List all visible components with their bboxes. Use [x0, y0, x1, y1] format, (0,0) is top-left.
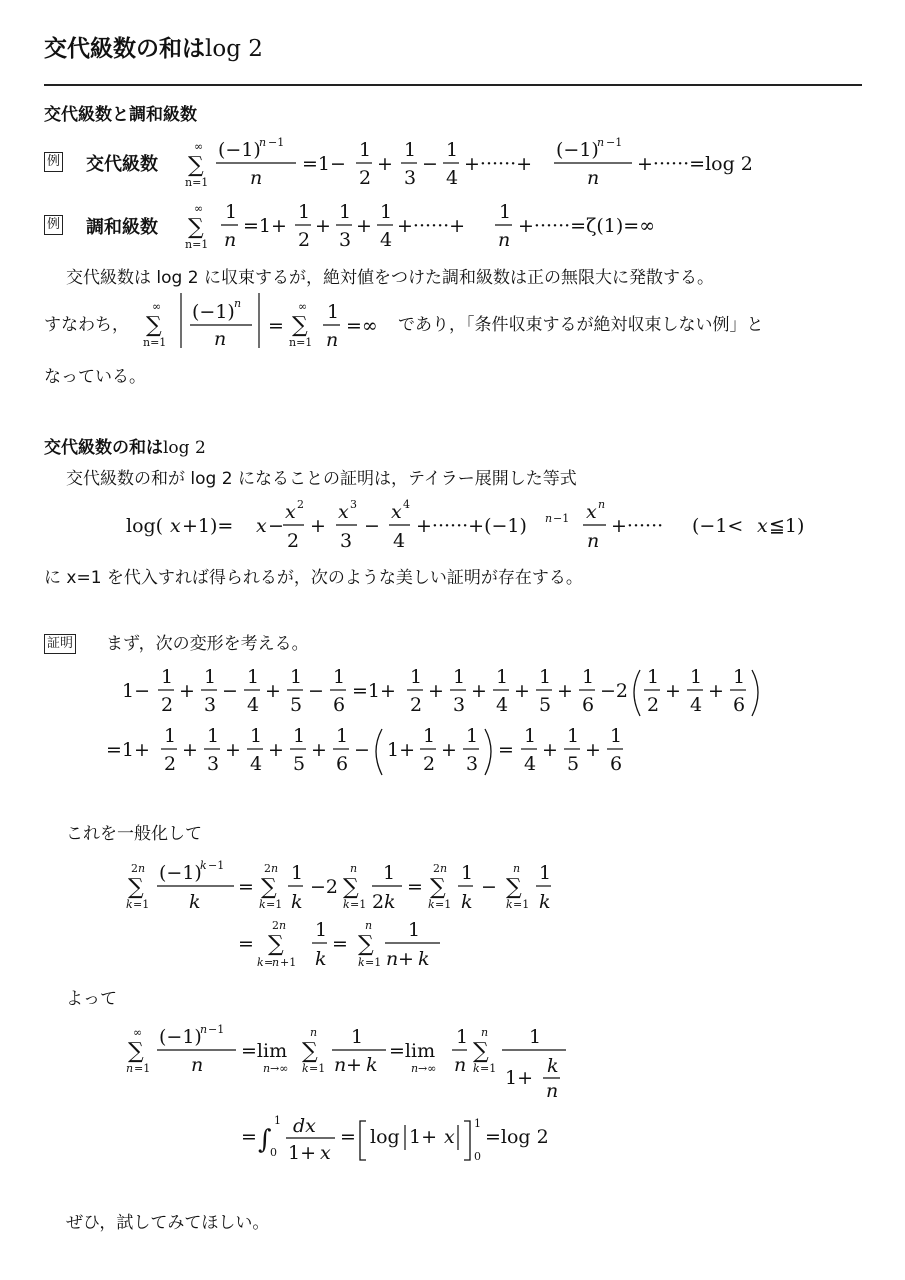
svg-text:1: 1: [298, 201, 311, 223]
absolute-sum-formula: [143, 293, 378, 351]
svg-text:∑: ∑: [358, 932, 374, 957]
svg-text:∑: ∑: [188, 215, 204, 240]
svg-text:(−1<: (−1<: [692, 515, 744, 537]
svg-text:k: k: [291, 891, 303, 913]
svg-text:+: +: [514, 680, 530, 702]
svg-text:4: 4: [496, 694, 509, 716]
svg-text:−1: −1: [208, 1023, 225, 1036]
svg-text:k: k: [366, 1054, 378, 1076]
svg-text:x: x: [256, 515, 267, 537]
svg-text:−1: −1: [606, 136, 623, 149]
svg-text:1: 1: [351, 1026, 364, 1048]
svg-text:+: +: [265, 680, 281, 702]
svg-text:k: k: [461, 891, 473, 913]
svg-text:∑: ∑: [128, 1039, 144, 1064]
svg-text:3: 3: [207, 753, 220, 775]
svg-text:1: 1: [474, 1117, 481, 1130]
svg-text:−: −: [222, 680, 238, 702]
svg-text:k: k: [126, 898, 133, 911]
svg-text:+: +: [428, 680, 444, 702]
svg-text:1: 1: [327, 301, 340, 323]
harmonic-series-label: 調和級数: [86, 217, 158, 238]
svg-text:∑: ∑: [268, 932, 284, 957]
paragraph-namely: すなわち，: [44, 315, 129, 335]
svg-text:+: +: [315, 215, 331, 237]
svg-text:−: −: [422, 153, 438, 175]
svg-text:=1: =1: [480, 1062, 497, 1075]
svg-text:n: n: [440, 862, 448, 875]
svg-text:1: 1: [539, 862, 552, 884]
svg-text:k: k: [506, 898, 513, 911]
section-heading-1: 交代級数と調和級数: [44, 105, 197, 125]
svg-text:n: n: [259, 136, 267, 149]
svg-text:n: n: [454, 1054, 467, 1076]
svg-text:=1+: =1+: [352, 680, 396, 702]
svg-text:+: +: [179, 680, 195, 702]
svg-text:−1: −1: [553, 512, 570, 525]
svg-text:=: =: [241, 1126, 257, 1148]
svg-text:+······+: +······+: [464, 153, 533, 175]
svg-text:1: 1: [610, 725, 623, 747]
svg-text:n: n: [191, 1054, 204, 1076]
svg-text:n: n: [498, 229, 511, 251]
svg-text:1+: 1+: [387, 739, 416, 761]
svg-text:+: +: [310, 515, 326, 537]
svg-text:2: 2: [164, 753, 177, 775]
svg-text:1: 1: [499, 201, 512, 223]
svg-text:1: 1: [291, 862, 304, 884]
alternating-series-label: 交代級数: [86, 154, 158, 175]
svg-text:1: 1: [461, 862, 474, 884]
svg-text:1: 1: [164, 725, 177, 747]
svg-text:=lim: =lim: [241, 1040, 288, 1062]
svg-text:=lim: =lim: [389, 1040, 436, 1062]
svg-text:1: 1: [539, 666, 552, 688]
svg-text:n: n: [386, 948, 399, 970]
svg-text:1+: 1+: [505, 1067, 534, 1089]
svg-text:3: 3: [404, 167, 417, 189]
svg-text:n: n: [513, 862, 521, 875]
svg-text:1: 1: [408, 919, 421, 941]
svg-text:2: 2: [297, 498, 304, 511]
svg-text:→∞: →∞: [270, 1062, 289, 1075]
svg-text:k: k: [358, 956, 365, 969]
svg-text:(−1): (−1): [159, 1026, 202, 1048]
svg-text:1: 1: [290, 666, 303, 688]
svg-text:−: −: [364, 515, 380, 537]
svg-text:4: 4: [247, 694, 260, 716]
svg-text:n: n: [126, 1062, 134, 1075]
svg-text:n: n: [334, 1054, 347, 1076]
svg-text:2: 2: [433, 862, 440, 875]
svg-text:+: +: [398, 948, 414, 970]
svg-text:∑: ∑: [146, 313, 162, 338]
svg-text:∑: ∑: [473, 1039, 489, 1064]
svg-text:0: 0: [474, 1150, 481, 1163]
svg-text:=1: =1: [266, 898, 283, 911]
svg-text:n=1: n=1: [143, 336, 167, 349]
svg-text:+: +: [471, 680, 487, 702]
svg-text:5: 5: [567, 753, 580, 775]
svg-text:n: n: [272, 956, 280, 969]
svg-text:n: n: [200, 1023, 208, 1036]
svg-text:0: 0: [270, 1146, 277, 1159]
svg-text:1: 1: [529, 1026, 542, 1048]
svg-text:∞: ∞: [152, 300, 162, 313]
svg-text:1: 1: [274, 1114, 281, 1127]
svg-text:1: 1: [250, 725, 263, 747]
harmonic-series-formula: [185, 201, 655, 251]
svg-text:∑: ∑: [430, 875, 446, 900]
svg-text:k: k: [257, 956, 264, 969]
svg-text:=: =: [268, 315, 284, 337]
svg-text:4: 4: [524, 753, 537, 775]
svg-text:1: 1: [446, 139, 459, 161]
svg-text:n: n: [271, 862, 279, 875]
paragraph-substitution: に x=1 を代入すれば得られるが，次のような美しい証明が存在する。: [44, 568, 583, 588]
svg-text:n: n: [597, 136, 605, 149]
svg-text:−2: −2: [600, 680, 629, 702]
svg-text:(−1): (−1): [159, 862, 202, 884]
svg-text:=1: =1: [134, 1062, 151, 1075]
svg-text:∑: ∑: [188, 153, 204, 178]
svg-text:2: 2: [161, 694, 174, 716]
svg-text:x: x: [757, 515, 768, 537]
svg-text:k: k: [384, 891, 396, 913]
svg-text:1: 1: [336, 725, 349, 747]
alternating-series-formula: [185, 136, 753, 189]
svg-text:∞: ∞: [133, 1026, 143, 1039]
svg-text:n: n: [587, 530, 600, 552]
svg-text:1: 1: [247, 666, 260, 688]
svg-text:x: x: [170, 515, 181, 537]
svg-text:2: 2: [359, 167, 372, 189]
svg-text:k: k: [189, 891, 201, 913]
svg-text:n: n: [587, 167, 600, 189]
svg-text:=∞: =∞: [346, 315, 378, 337]
svg-text:=1: =1: [133, 898, 150, 911]
svg-text:x: x: [391, 501, 402, 523]
svg-text:log: log: [370, 1126, 400, 1148]
svg-text:=: =: [340, 1126, 356, 1148]
svg-text:2: 2: [298, 229, 311, 251]
svg-text:1: 1: [315, 919, 328, 941]
svg-text:1: 1: [456, 1026, 469, 1048]
svg-text:x: x: [444, 1126, 455, 1148]
taylor-formula: [126, 498, 804, 552]
svg-text:2: 2: [410, 694, 423, 716]
svg-text:+: +: [182, 739, 198, 761]
svg-text:−: −: [354, 739, 370, 761]
svg-text:4: 4: [446, 167, 459, 189]
svg-text:n=1: n=1: [185, 176, 209, 189]
svg-text:∫: ∫: [258, 1125, 272, 1155]
svg-text:n: n: [214, 328, 227, 350]
svg-text:1: 1: [333, 666, 346, 688]
svg-text:k: k: [200, 859, 207, 872]
svg-text:n: n: [481, 1026, 489, 1039]
svg-text:3: 3: [204, 694, 217, 716]
svg-text:+······+(−1): +······+(−1): [416, 515, 527, 537]
svg-text:+······+: +······+: [397, 215, 466, 237]
svg-text:3: 3: [340, 530, 353, 552]
svg-text:=1: =1: [350, 898, 367, 911]
svg-text:+: +: [311, 739, 327, 761]
svg-text:6: 6: [582, 694, 595, 716]
svg-text:∑: ∑: [302, 1039, 318, 1064]
svg-text:→∞: →∞: [418, 1062, 437, 1075]
svg-text:2: 2: [272, 919, 279, 932]
svg-text:1: 1: [582, 666, 595, 688]
svg-text:2: 2: [423, 753, 436, 775]
paragraph-generalize: これを一般化して: [66, 824, 202, 844]
svg-text:=1: =1: [513, 898, 530, 911]
svg-text:n: n: [411, 1062, 419, 1075]
svg-text:+······=log 2: +······=log 2: [637, 153, 753, 175]
svg-text:1: 1: [647, 666, 660, 688]
svg-text:2: 2: [287, 530, 300, 552]
svg-text:x: x: [586, 501, 597, 523]
svg-text:k: k: [473, 1062, 480, 1075]
paragraph-hence: よって: [66, 989, 117, 1009]
svg-text:n: n: [310, 1026, 318, 1039]
svg-text:n: n: [224, 229, 237, 251]
svg-text:=log 2: =log 2: [485, 1126, 549, 1148]
svg-text:n: n: [598, 498, 606, 511]
svg-text:3: 3: [466, 753, 479, 775]
svg-text:4: 4: [250, 753, 263, 775]
svg-text:k: k: [259, 898, 266, 911]
svg-text:=: =: [407, 876, 423, 898]
svg-text:∑: ∑: [506, 875, 522, 900]
svg-text:k: k: [428, 898, 435, 911]
svg-text:=: =: [498, 739, 514, 761]
svg-text:+······=ζ(1)=∞: +······=ζ(1)=∞: [518, 215, 656, 237]
svg-text:2: 2: [264, 862, 271, 875]
svg-text:=1+: =1+: [243, 215, 287, 237]
svg-text:2: 2: [647, 694, 660, 716]
svg-text:n: n: [279, 919, 287, 932]
svg-text:+: +: [346, 1054, 362, 1076]
svg-text:4: 4: [393, 530, 406, 552]
svg-text:5: 5: [539, 694, 552, 716]
svg-text:−: −: [268, 515, 284, 537]
svg-text:4: 4: [690, 694, 703, 716]
svg-text:1: 1: [466, 725, 479, 747]
svg-text:5: 5: [290, 694, 303, 716]
svg-text:+1)=: +1)=: [182, 515, 234, 537]
proof-intro: まず，次の変形を考える。: [106, 634, 309, 654]
svg-text:k: k: [547, 1055, 559, 1077]
svg-text:1: 1: [423, 725, 436, 747]
svg-text:1: 1: [733, 666, 746, 688]
svg-text:+: +: [665, 680, 681, 702]
svg-text:1: 1: [204, 666, 217, 688]
svg-text:+: +: [557, 680, 573, 702]
svg-text:−1: −1: [208, 859, 225, 872]
svg-text:=1: =1: [309, 1062, 326, 1075]
svg-text:1: 1: [359, 139, 372, 161]
svg-text:1: 1: [690, 666, 703, 688]
svg-text:log(: log(: [126, 515, 164, 537]
svg-text:n: n: [545, 512, 553, 525]
svg-text:−: −: [308, 680, 324, 702]
svg-text:1: 1: [339, 201, 352, 223]
svg-text:6: 6: [733, 694, 746, 716]
svg-text:x: x: [320, 1142, 331, 1164]
svg-text:∑: ∑: [343, 875, 359, 900]
svg-text:n: n: [250, 167, 263, 189]
svg-text:k: k: [539, 891, 551, 913]
svg-text:=1−: =1−: [302, 153, 346, 175]
svg-text:−1: −1: [268, 136, 285, 149]
svg-text:x: x: [338, 501, 349, 523]
svg-text:+······: +······: [611, 515, 664, 537]
svg-text:n: n: [350, 862, 358, 875]
svg-text:∞: ∞: [298, 300, 308, 313]
svg-text:k: k: [343, 898, 350, 911]
svg-text:=: =: [264, 956, 274, 969]
svg-text:+1: +1: [280, 956, 297, 969]
paragraph-conclusion: なっている。: [44, 367, 146, 387]
limit-line2: [241, 1114, 549, 1164]
svg-text:1: 1: [524, 725, 537, 747]
svg-text:1: 1: [404, 139, 417, 161]
section-heading-2: 交代級数の和はlog 2: [44, 438, 206, 458]
svg-text:+: +: [542, 739, 558, 761]
svg-text:∑: ∑: [128, 875, 144, 900]
svg-text:−2: −2: [310, 876, 339, 898]
svg-text:1: 1: [496, 666, 509, 688]
proof-example-line2: [106, 725, 623, 775]
svg-text:(−1): (−1): [556, 139, 599, 161]
svg-text:+: +: [708, 680, 724, 702]
svg-text:k: k: [302, 1062, 309, 1075]
svg-text:1: 1: [225, 201, 238, 223]
svg-text:2: 2: [131, 862, 138, 875]
svg-text:=1+: =1+: [106, 739, 150, 761]
paragraph-convergence: 交代級数は log 2 に収束するが，絶対値をつけた調和級数は正の無限大に発散する。: [66, 268, 714, 288]
svg-text:3: 3: [350, 498, 357, 511]
generalization-line2: [238, 919, 440, 970]
svg-text:∞: ∞: [194, 140, 204, 153]
svg-text:1+: 1+: [409, 1126, 438, 1148]
svg-text:=: =: [332, 933, 348, 955]
svg-text:n: n: [138, 862, 146, 875]
svg-text:−: −: [481, 876, 497, 898]
svg-text:n: n: [234, 297, 242, 310]
svg-text:n=1: n=1: [289, 336, 313, 349]
svg-text:∑: ∑: [261, 875, 277, 900]
page-title-tail: log 2: [205, 36, 263, 62]
svg-text:+: +: [356, 215, 372, 237]
svg-text:6: 6: [610, 753, 623, 775]
svg-text:1−: 1−: [122, 680, 151, 702]
svg-text:1: 1: [453, 666, 466, 688]
svg-text:dx: dx: [293, 1115, 316, 1137]
svg-text:∞: ∞: [194, 202, 204, 215]
paragraph-taylor-intro: 交代級数の和が log 2 になることの証明は，テイラー展開した等式: [66, 469, 577, 489]
paragraph-conditional: であり，「条件収束するが絶対収束しない例」と: [398, 315, 764, 335]
example-badge: 例: [44, 152, 63, 172]
proof-badge: 証明: [44, 634, 76, 654]
svg-text:1: 1: [383, 862, 396, 884]
svg-text:∑: ∑: [292, 313, 308, 338]
svg-text:4: 4: [380, 229, 393, 251]
svg-text:+: +: [441, 739, 457, 761]
page-title: 交代級数の和はlog 2: [44, 36, 263, 62]
svg-text:1: 1: [161, 666, 174, 688]
svg-text:1: 1: [410, 666, 423, 688]
svg-text:k: k: [418, 948, 430, 970]
svg-text:n: n: [546, 1080, 559, 1102]
svg-text:3: 3: [453, 694, 466, 716]
svg-text:+: +: [268, 739, 284, 761]
svg-text:4: 4: [403, 498, 410, 511]
svg-text:=1: =1: [435, 898, 452, 911]
svg-text:6: 6: [333, 694, 346, 716]
svg-text:n: n: [263, 1062, 271, 1075]
svg-text:6: 6: [336, 753, 349, 775]
svg-text:1: 1: [380, 201, 393, 223]
svg-text:(−1): (−1): [192, 301, 235, 323]
svg-text:1: 1: [207, 725, 220, 747]
svg-text:1+: 1+: [288, 1142, 317, 1164]
svg-text:+: +: [225, 739, 241, 761]
example-badge: 例: [44, 215, 63, 235]
paragraph-closing: ぜひ，試してみてほしい。: [66, 1213, 270, 1233]
limit-line1: [126, 1023, 566, 1102]
svg-text:=: =: [238, 933, 254, 955]
svg-text:5: 5: [293, 753, 306, 775]
svg-text:3: 3: [339, 229, 352, 251]
svg-text:x: x: [285, 501, 296, 523]
svg-text:n: n: [326, 329, 339, 351]
svg-text:=: =: [238, 876, 254, 898]
svg-text:=1: =1: [365, 956, 382, 969]
svg-text:2: 2: [372, 891, 385, 913]
svg-text:1: 1: [567, 725, 580, 747]
svg-text:(−1): (−1): [218, 139, 261, 161]
svg-text:1: 1: [293, 725, 306, 747]
svg-text:n: n: [365, 919, 373, 932]
svg-text:+: +: [585, 739, 601, 761]
svg-text:+: +: [377, 153, 393, 175]
generalization-line1: [126, 859, 551, 913]
svg-text:k: k: [315, 948, 327, 970]
svg-text:n=1: n=1: [185, 238, 209, 251]
svg-text:≦1): ≦1): [769, 515, 805, 537]
proof-example-line1: [122, 666, 758, 716]
